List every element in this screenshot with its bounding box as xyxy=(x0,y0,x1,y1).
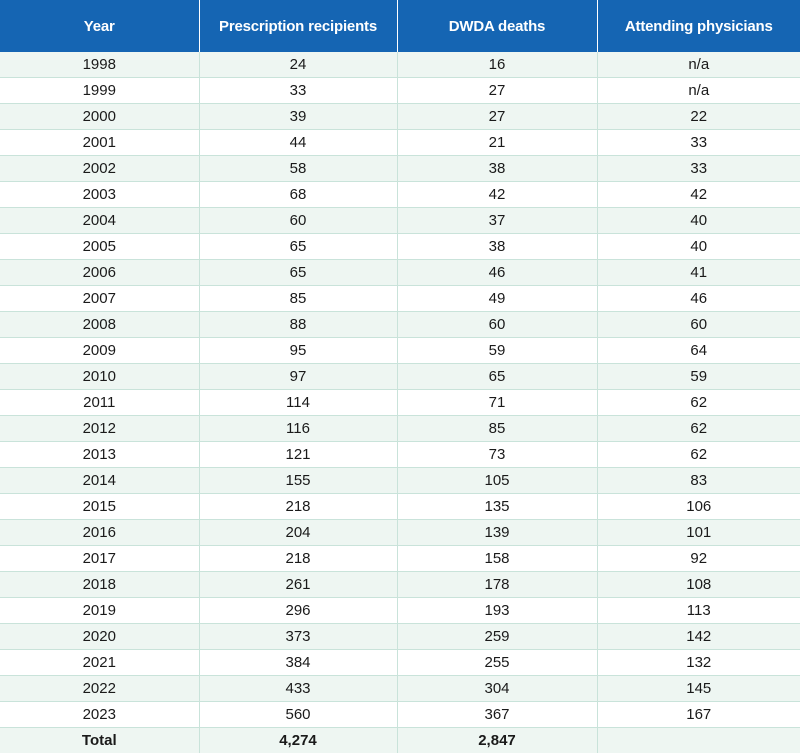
cell-year: 2009 xyxy=(0,338,199,364)
cell-dwda-deaths: 38 xyxy=(397,156,597,182)
table-row xyxy=(0,676,800,702)
table-row xyxy=(0,572,800,598)
table-row xyxy=(0,286,800,312)
cell-dwda-deaths: 27 xyxy=(397,78,597,104)
cell-attending-physicians: 62 xyxy=(597,442,800,468)
cell-prescription-recipients: 114 xyxy=(199,390,397,416)
cell-year: 2014 xyxy=(0,468,199,494)
table-row xyxy=(0,650,800,676)
cell-attending-physicians: 33 xyxy=(597,130,800,156)
cell-year: 2002 xyxy=(0,156,199,182)
cell-prescription-recipients: 60 xyxy=(199,208,397,234)
cell-prescription-recipients: 97 xyxy=(199,364,397,390)
header-attending-physicians: Attending physicians xyxy=(597,0,800,52)
cell-year: 2007 xyxy=(0,286,199,312)
table-footer xyxy=(0,728,800,754)
cell-prescription-recipients: 155 xyxy=(199,468,397,494)
cell-prescription-recipients: 68 xyxy=(199,182,397,208)
table-row xyxy=(0,312,800,338)
cell-dwda-deaths: 135 xyxy=(397,494,597,520)
cell-year: 2017 xyxy=(0,546,199,572)
cell-year: 2019 xyxy=(0,598,199,624)
cell-dwda-deaths: 27 xyxy=(397,104,597,130)
cell-dwda-deaths: 367 xyxy=(397,702,597,728)
table-row xyxy=(0,52,800,78)
cell-dwda-deaths: 85 xyxy=(397,416,597,442)
cell-year: 2008 xyxy=(0,312,199,338)
table-row xyxy=(0,208,800,234)
cell-dwda-deaths: 193 xyxy=(397,598,597,624)
table-row xyxy=(0,364,800,390)
header-prescription-recipients: Prescription recipients xyxy=(199,0,397,52)
table-row xyxy=(0,624,800,650)
cell-year: 2004 xyxy=(0,208,199,234)
cell-prescription-recipients: 373 xyxy=(199,624,397,650)
cell-dwda-deaths: 37 xyxy=(397,208,597,234)
cell-attending-physicians: 101 xyxy=(597,520,800,546)
cell-year: 2005 xyxy=(0,234,199,260)
cell-year: 2021 xyxy=(0,650,199,676)
cell-prescription-recipients: 33 xyxy=(199,78,397,104)
table-body xyxy=(0,52,800,728)
cell-year: 2013 xyxy=(0,442,199,468)
cell-prescription-recipients: 116 xyxy=(199,416,397,442)
cell-year: 2010 xyxy=(0,364,199,390)
table-row xyxy=(0,130,800,156)
cell-attending-physicians: 167 xyxy=(597,702,800,728)
cell-attending-physicians: 108 xyxy=(597,572,800,598)
cell-dwda-deaths: 42 xyxy=(397,182,597,208)
cell-attending-physicians: 64 xyxy=(597,338,800,364)
cell-prescription-recipients: 218 xyxy=(199,494,397,520)
cell-prescription-recipients: 95 xyxy=(199,338,397,364)
table-row xyxy=(0,598,800,624)
table-row xyxy=(0,390,800,416)
cell-prescription-recipients: 261 xyxy=(199,572,397,598)
cell-prescription-recipients: 39 xyxy=(199,104,397,130)
cell-attending-physicians: 42 xyxy=(597,182,800,208)
cell-year: 2011 xyxy=(0,390,199,416)
cell-attending-physicians: n/a xyxy=(597,52,800,78)
table-row xyxy=(0,182,800,208)
total-prescription-recipients: 4,274 xyxy=(199,728,397,754)
cell-attending-physicians: 46 xyxy=(597,286,800,312)
cell-attending-physicians: 145 xyxy=(597,676,800,702)
cell-prescription-recipients: 44 xyxy=(199,130,397,156)
cell-prescription-recipients: 296 xyxy=(199,598,397,624)
cell-attending-physicians: n/a xyxy=(597,78,800,104)
cell-year: 2022 xyxy=(0,676,199,702)
table-row xyxy=(0,260,800,286)
header-dwda-deaths: DWDA deaths xyxy=(397,0,597,52)
table-row xyxy=(0,442,800,468)
cell-attending-physicians: 83 xyxy=(597,468,800,494)
table-row xyxy=(0,494,800,520)
cell-year: 2000 xyxy=(0,104,199,130)
cell-prescription-recipients: 121 xyxy=(199,442,397,468)
cell-attending-physicians: 132 xyxy=(597,650,800,676)
cell-dwda-deaths: 259 xyxy=(397,624,597,650)
cell-prescription-recipients: 65 xyxy=(199,260,397,286)
cell-prescription-recipients: 433 xyxy=(199,676,397,702)
cell-year: 2001 xyxy=(0,130,199,156)
cell-dwda-deaths: 38 xyxy=(397,234,597,260)
table-header xyxy=(0,0,800,52)
cell-attending-physicians: 40 xyxy=(597,208,800,234)
cell-dwda-deaths: 49 xyxy=(397,286,597,312)
header-row xyxy=(0,0,800,52)
cell-prescription-recipients: 58 xyxy=(199,156,397,182)
cell-year: 2020 xyxy=(0,624,199,650)
cell-dwda-deaths: 59 xyxy=(397,338,597,364)
cell-attending-physicians: 113 xyxy=(597,598,800,624)
total-attending-physicians xyxy=(597,728,800,754)
table-row xyxy=(0,338,800,364)
cell-attending-physicians: 33 xyxy=(597,156,800,182)
table-row xyxy=(0,156,800,182)
cell-year: 2016 xyxy=(0,520,199,546)
cell-attending-physicians: 41 xyxy=(597,260,800,286)
cell-dwda-deaths: 46 xyxy=(397,260,597,286)
table-row xyxy=(0,520,800,546)
cell-prescription-recipients: 218 xyxy=(199,546,397,572)
cell-dwda-deaths: 178 xyxy=(397,572,597,598)
cell-attending-physicians: 62 xyxy=(597,416,800,442)
cell-attending-physicians: 92 xyxy=(597,546,800,572)
table-row xyxy=(0,546,800,572)
cell-dwda-deaths: 65 xyxy=(397,364,597,390)
table-row xyxy=(0,104,800,130)
cell-year: 1998 xyxy=(0,52,199,78)
cell-year: 2003 xyxy=(0,182,199,208)
cell-year: 2015 xyxy=(0,494,199,520)
cell-prescription-recipients: 384 xyxy=(199,650,397,676)
total-row xyxy=(0,728,800,754)
table-row xyxy=(0,234,800,260)
cell-prescription-recipients: 560 xyxy=(199,702,397,728)
cell-attending-physicians: 40 xyxy=(597,234,800,260)
cell-dwda-deaths: 71 xyxy=(397,390,597,416)
cell-prescription-recipients: 65 xyxy=(199,234,397,260)
cell-prescription-recipients: 24 xyxy=(199,52,397,78)
cell-dwda-deaths: 16 xyxy=(397,52,597,78)
cell-year: 2006 xyxy=(0,260,199,286)
cell-attending-physicians: 62 xyxy=(597,390,800,416)
cell-year: 2012 xyxy=(0,416,199,442)
cell-prescription-recipients: 88 xyxy=(199,312,397,338)
cell-dwda-deaths: 21 xyxy=(397,130,597,156)
total-dwda-deaths: 2,847 xyxy=(397,728,597,754)
cell-dwda-deaths: 255 xyxy=(397,650,597,676)
cell-dwda-deaths: 158 xyxy=(397,546,597,572)
cell-attending-physicians: 60 xyxy=(597,312,800,338)
cell-attending-physicians: 106 xyxy=(597,494,800,520)
cell-dwda-deaths: 73 xyxy=(397,442,597,468)
cell-prescription-recipients: 204 xyxy=(199,520,397,546)
cell-dwda-deaths: 60 xyxy=(397,312,597,338)
cell-dwda-deaths: 304 xyxy=(397,676,597,702)
table-row xyxy=(0,702,800,728)
cell-attending-physicians: 22 xyxy=(597,104,800,130)
cell-prescription-recipients: 85 xyxy=(199,286,397,312)
cell-year: 2023 xyxy=(0,702,199,728)
cell-dwda-deaths: 139 xyxy=(397,520,597,546)
cell-year: 1999 xyxy=(0,78,199,104)
table-row xyxy=(0,468,800,494)
table-row xyxy=(0,416,800,442)
cell-attending-physicians: 142 xyxy=(597,624,800,650)
cell-attending-physicians: 59 xyxy=(597,364,800,390)
table-row xyxy=(0,78,800,104)
total-label: Total xyxy=(0,728,199,754)
cell-dwda-deaths: 105 xyxy=(397,468,597,494)
cell-year: 2018 xyxy=(0,572,199,598)
header-year: Year xyxy=(0,0,199,52)
